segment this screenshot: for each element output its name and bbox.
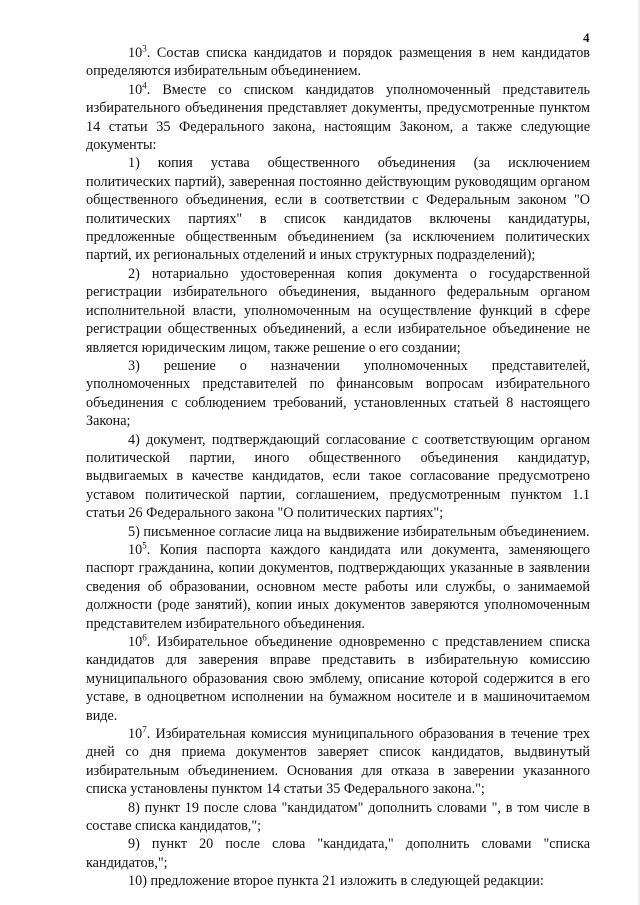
paragraph-10-7 <box>86 725 590 799</box>
list-item-8: 8) пункт 19 после слова "кандидатом" дополнить словами ", в том числе в составе списка кандидатов,"; <box>86 799 590 835</box>
paragraph-10-4 <box>86 81 590 155</box>
paragraph-number: 10 <box>128 81 143 98</box>
paragraph-number: 10 <box>128 541 143 558</box>
paragraph-superscript: 4 <box>142 80 147 91</box>
list-item-1: 1) копия устава общественного объединения (за исключением политических партий), заверенная постоянно действующим руководящим органом общественного объединения, если в соответствии с Федеральным законом "О политических партиях" в список кандидатов включены кандидатуры, предложенные общественным объединением (за исключением политических партий, их региональных отделений и иных структурных подразделений); <box>86 155 590 264</box>
paragraph-10-3 <box>86 44 590 81</box>
paragraph-text: . Копия паспорта каждого кандидата или документа, заменяющего паспорт гражданина, копии документов, подтверждающих указанные в заявлении сведения об образовании, основном месте работы или службы, о занимаемой должности (роде занятий), копии иных документов заверяются уполномоченным представителем избирательного объединения. <box>86 541 590 632</box>
paragraph-number: 10 <box>128 45 143 61</box>
paragraph-text: . Избирательное объединение одновременно с представлением списка кандидатов для заверения вправе представить в избирательную комиссию муниципального образования свою эмблему, описание которой содержится в его уставе, в одноцветном исполнении на бумажном носителе и в машиночитаемом виде. <box>86 634 590 724</box>
list-item-2: 2) нотариально удостоверенная копия документа о государственной регистрации избирательного объединения, выданного федеральным органом исполнительной власти, уполномоченным на осуществление функций в сфере регистрации общественных объединений, а если избирательное объединение не является юридическим лицом, также решение о его создании; <box>86 265 590 356</box>
list-item-10: 10) предложение второе пункта 21 изложить в следующей редакции: <box>128 873 544 890</box>
list-item-4: 4) документ, подтверждающий согласование с соответствующим органом политической партии, иного общественного объединения кандидатур, выдвигаемых в качестве кандидатов, если такое согласование предусмотрено уставом политической партии, соглашением, предусмотренным пунктом 1.1 статьи 26 Федерального закона "О политических партиях"; <box>86 431 590 522</box>
paragraph-number: 10 <box>128 726 143 743</box>
paragraph-text: . Избирательная комиссия муниципального образования в течение трех дней со дня приема документов заверяет список кандидатов, выдвинутый избирательным объединением. Основания для отказа в заверении указанного списка установлены пунктом 14 статьи 35 Федерального закона."; <box>86 726 590 798</box>
paragraph-superscript: 3 <box>142 43 147 54</box>
list-item-5: 5) письменное согласие лица на выдвижение избирательным объединением. <box>128 523 590 540</box>
list-item-9: 9) пункт 20 после слова "кандидата," дополнить словами "списка кандидатов,"; <box>86 836 590 871</box>
paragraph-superscript: 6 <box>142 632 147 643</box>
paragraph-superscript: 7 <box>142 724 147 735</box>
paragraph-text: . Вместе со списком кандидатов уполномоченный представитель избирательного объединения представляет документы, предусмотренные пунктом 14 статьи 35 Федерального закона, настоящим Законом, а также следующие документы: <box>86 81 590 154</box>
paragraph-text: . Состав списка кандидатов и порядок размещения в нем кандидатов определяются избирательным объединением. <box>86 45 590 80</box>
page-number: 4 <box>583 30 590 45</box>
paragraph-superscript: 5 <box>142 540 147 551</box>
document-body <box>86 44 590 891</box>
list-item-3: 3) решение о назначении уполномоченных представителей, уполномоченных представителей по финансовым вопросам избирательного объединения с соблюдением требований, установленных статьей 8 настоящего Закона; <box>86 357 590 430</box>
paragraph-10-5 <box>86 541 590 633</box>
paragraph-10-6 <box>86 633 590 725</box>
paragraph-number: 10 <box>128 634 143 650</box>
